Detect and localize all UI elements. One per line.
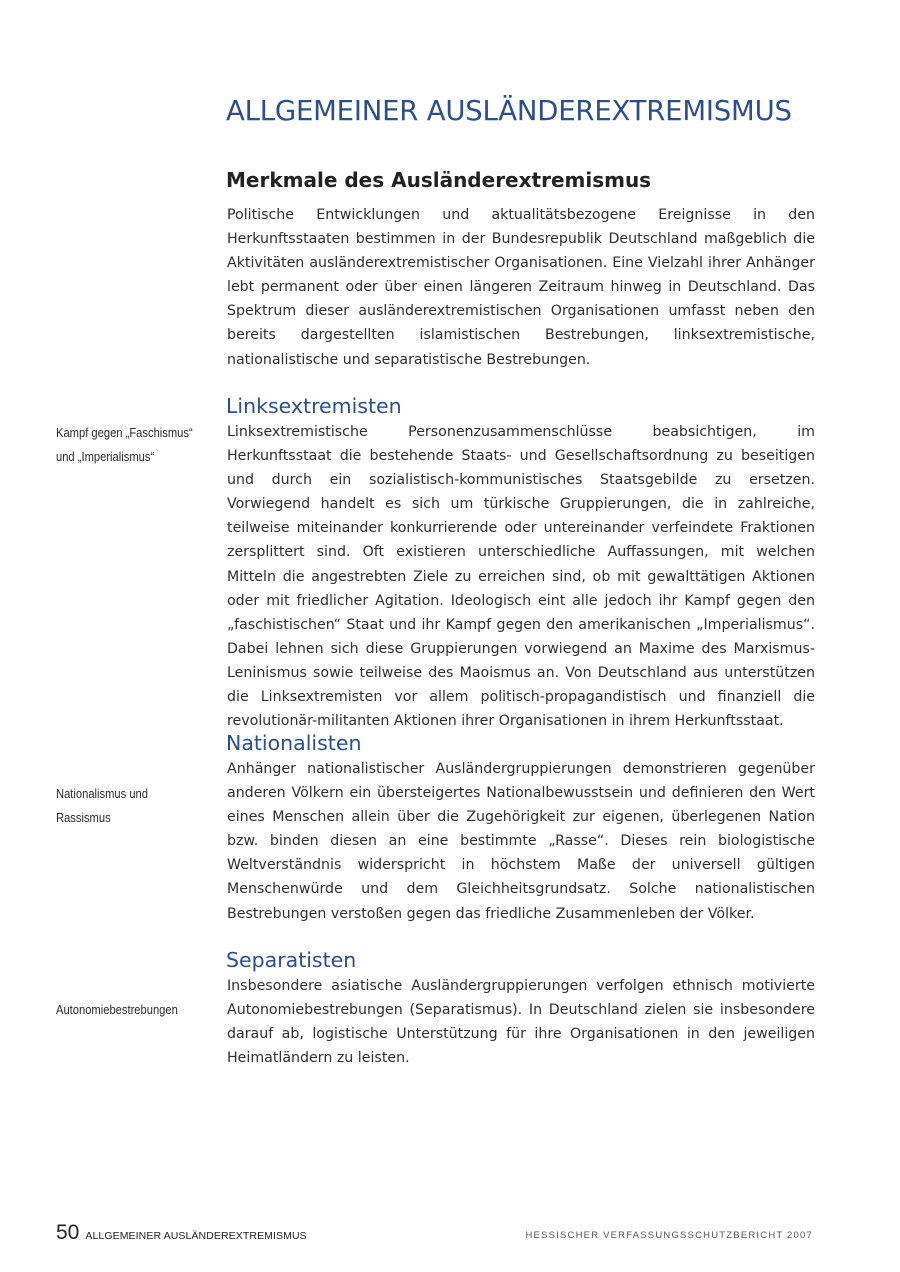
margin-note-separatisten: Autonomiebestrebungen [56, 1002, 178, 1017]
section-subtitle: Merkmale des Ausländerextremismus [226, 167, 652, 192]
footer-section-title: ALLGEMEINER AUSLÄNDEREXTREMISMUS [85, 1230, 307, 1242]
margin-note-nationalisten-line2: Rassismus [56, 810, 111, 825]
margin-note-nationalisten-line1: Nationalismus und [56, 786, 148, 801]
heading-separatisten: Separatisten [226, 948, 357, 972]
heading-linksextremisten: Linksextremisten [226, 394, 402, 418]
footer-left [56, 1221, 307, 1245]
paragraph-separatisten: Insbesondere asiatische Ausländergruppierungen verfolgen ethnisch motivierte Autonomiebestrebungen (Separatismus). In Deutschland zielen sie insbesondere darauf ab, logistische Unterstützung für ihre Organisationen in den jeweiligen Heimatländern zu leisten. [227, 978, 815, 1067]
page-title: ALLGEMEINER AUSLÄNDEREXTREMISMUS [226, 95, 792, 128]
intro-paragraph: Politische Entwicklungen und aktualitätsbezogene Ereignisse in den Herkunftsstaaten bestimmen in der Bundesrepublik Deutschland maßgeblich die Aktivitäten ausländerextremistischer Organisationen. Eine Vielzahl ihrer Anhänger lebt permanent oder über einen längeren Zeitraum hinweg in Deutschland. Das Spektrum dieser ausländerextremistischen Organisationen umfasst neben den bereits dargestellten islamistischen Bestrebungen, linksextremistische, nationalistische und separatistische Bestrebungen. [227, 207, 815, 368]
paragraph-nationalisten: Anhänger nationalistischer Ausländergruppierungen demonstrieren gegenüber anderen Völkern ein übersteigertes Nationalbewusstsein und definieren den Wert eines Menschen allein über die Zugehörigkeit zur eigenen, überlegenen Nation bzw. binden diesen an eine bestimmte „Rasse“. Dieses rein biologistische Weltverständnis widerspricht in höchstem Maße der universell gültigen Menschenwürde und dem Gleichheitsgrundsatz. Solche nationalistischen Bestrebungen verstoßen gegen das friedliche Zusammenleben der Völker. [227, 761, 815, 922]
paragraph-linksextremisten: Linksextremistische Personenzusammenschlüsse beabsichtigen, im Herkunftsstaat die bestehende Staats- und Gesellschaftsordnung zu beseitigen und durch ein sozialistisch-kommunistisches Staatsgebilde zu ersetzen. Vorwiegend handelt es sich um türkische Gruppierungen, die in zahlreiche, teilweise miteinander konkurrierende oder untereinander verfeindete Fraktionen zersplittert sind. Oft existieren unterschiedliche Auffassungen, mit welchen Mitteln die angestrebten Ziele zu erreichen sind, ob mit gewalttätigen Aktionen oder mit friedlicher Agitation. Ideologisch eint alle jedoch ihr Kampf gegen den „faschistischen“ Staat und ihr Kampf gegen den amerikanischen „Imperialismus“. Dabei lehnen sich diese Gruppierungen vorwiegend an Maxime des Marxismus-Leninismus sowie teilweise des Maoismus an. Von Deutschland aus unterstützen die Linksextremisten vor allem politisch-propagandistisch und finanziell die revolutionär-militanten Aktionen ihrer Organisationen in ihrem Herkunftsstaat. [227, 424, 815, 730]
margin-note-linksextremisten-line1: Kampf gegen „Faschismus“ [56, 425, 193, 440]
page-number: 50 [56, 1221, 80, 1244]
heading-nationalisten: Nationalisten [226, 731, 362, 755]
footer-publication: HESSISCHER VERFASSUNGSSCHUTZBERICHT 2007 [525, 1230, 813, 1241]
margin-note-linksextremisten-line2: und „Imperialismus“ [56, 449, 155, 464]
